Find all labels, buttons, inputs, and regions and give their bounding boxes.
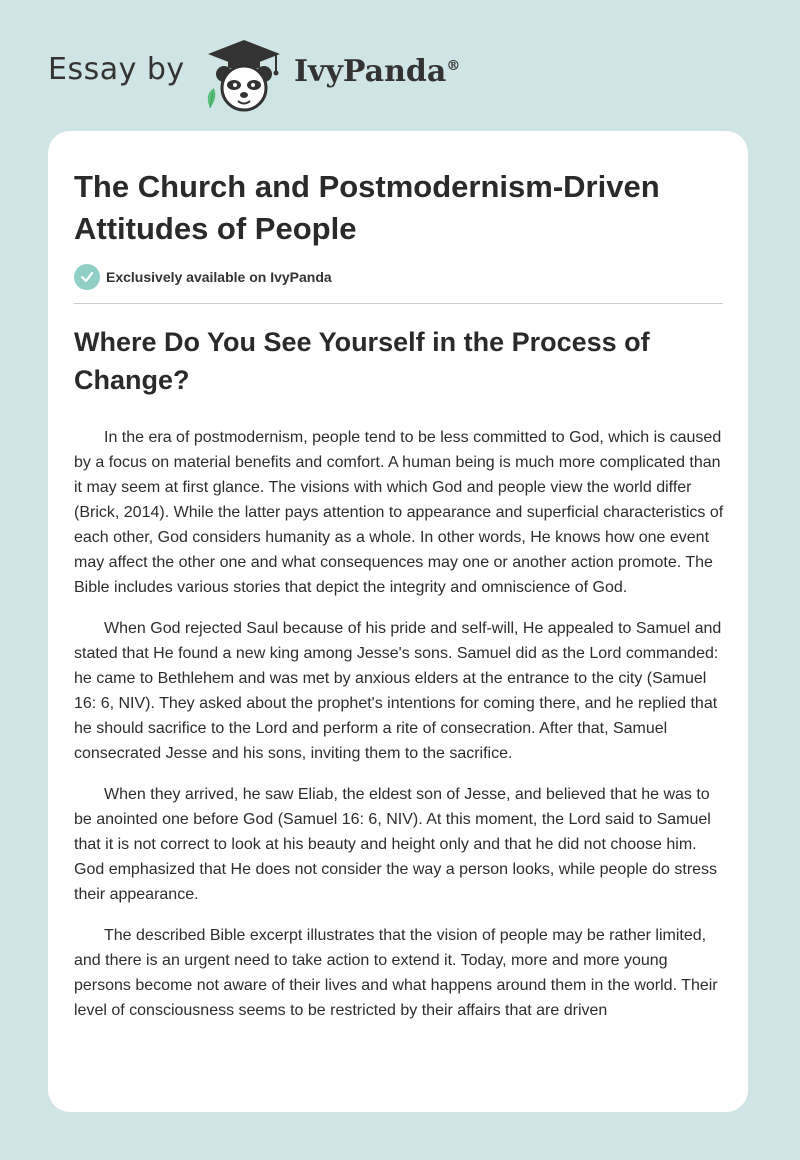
essay-body: [74, 425, 726, 1039]
site-header: [48, 36, 748, 116]
essay-card: [48, 131, 748, 1112]
badge-label: Exclusively available on IvyPanda: [106, 269, 332, 285]
check-circle-icon: [74, 264, 100, 290]
section-heading: Where Do You See Yourself in the Process of Change?: [74, 327, 650, 395]
paragraph: When they arrived, he saw Eliab, the eldest son of Jesse, and believed that he was to be anointed one before God (Samuel 16: 6, NIV). At this moment, the Lord said to Samuel that it is not correct to look at his beauty and height only and that he did not choose him. God emphasized that He does not consider the way a person looks, while people do stress their appearance.: [74, 786, 718, 903]
brand-name-text: IvyPanda: [294, 54, 447, 89]
paragraph: In the era of postmodernism, people tend to be less committed to God, which is caused by a focus on material benefits and comfort. A human being is much more complicated than it may seem at first glance. The visions with which God and people view the world differ (Brick, 2014). While the latter pays attention to appearance and superficial characteristics of each other, God considers humanity as a whole. In other words, He knows how one event may affect the other one and what consequences may one or another action promote. The Bible includes various stories that depict the integrity and omniscience of God.: [74, 429, 724, 596]
essay-title: The Church and Postmodernism-Driven Attitudes of People: [74, 169, 660, 246]
brand-name[interactable]: [294, 54, 460, 89]
paragraph: When God rejected Saul because of his pride and self-will, He appealed to Samuel and stated that He found a new king among Jesse's sons. Samuel did as the Lord commanded: he came to Bethlehem and was met by anxious elders at the entrance to the city (Samuel 16: 6, NIV). They asked about the prophet's intentions for coming there, and he replied that he should sacrifice to the Lord and perform a rite of consecration. After that, Samuel consecrated Jesse and his sons, inviting them to the sacrifice.: [74, 620, 722, 762]
exclusive-badge: [74, 264, 332, 290]
essay-by-label: Essay by: [48, 52, 185, 87]
panda-logo-icon[interactable]: [204, 38, 284, 114]
registered-mark: ®: [446, 58, 461, 74]
divider: [74, 303, 723, 304]
paragraph: The described Bible excerpt illustrates that the vision of people may be rather limited, and there is an urgent need to take action to extend it. Today, more and more young persons become not aware of their lives and what happens around them in the world. Their level of consciousness seems to be restricted by their affairs that are driven: [74, 927, 718, 1019]
